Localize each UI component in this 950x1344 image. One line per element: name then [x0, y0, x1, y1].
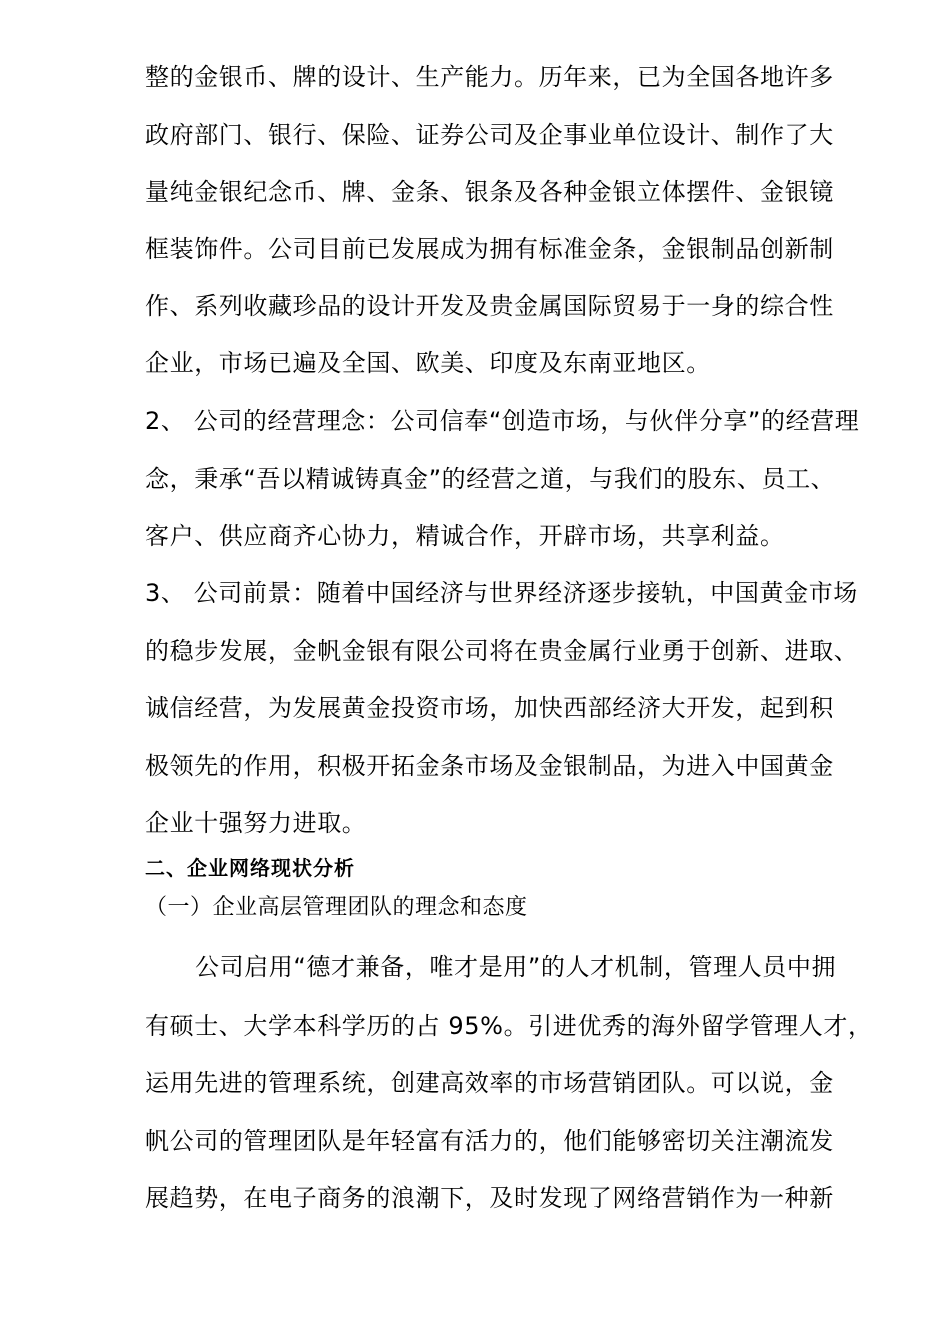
paragraph-line: 政府部门、银行、保险、证券公司及企事业单位设计、制作了大: [145, 121, 834, 149]
paragraph-line: 极领先的作用，积极开拓金条市场及金银制品，为进入中国黄金: [145, 752, 834, 780]
section-heading: 二、企业网络现状分析: [145, 856, 355, 880]
paragraph-line: 整的金银币、牌的设计、生产能力。历年来，已为全国各地许多: [145, 63, 834, 91]
paragraph-line: 3、 公司前景：随着中国经济与世界经济逐步接轨，中国黄金市场: [145, 579, 858, 607]
paragraph-line: 帆公司的管理团队是年轻富有活力的，他们能够密切关注潮流发: [145, 1127, 834, 1155]
paragraph-line: 企业十强努力进取。: [145, 809, 367, 837]
paragraph-line: 2、 公司的经营理念：公司信奉“创造市场，与伙伴分享”的经营理: [145, 407, 860, 435]
paragraph-line: 有硕士、大学本科学历的占 95%。引进优秀的海外留学管理人才，: [145, 1012, 873, 1040]
paragraph-line: 诚信经营，为发展黄金投资市场，加快西部经济大开发，起到积: [145, 694, 834, 722]
paragraph-line: 框装饰件。公司目前已发展成为拥有标准金条，金银制品创新制: [145, 235, 834, 263]
paragraph-line: 运用先进的管理系统，创建高效率的市场营销团队。可以说，金: [145, 1069, 834, 1097]
paragraph-line: 的稳步发展，金帆金银有限公司将在贵金属行业勇于创新、进取、: [145, 637, 859, 665]
paragraph-line: 展趋势，在电子商务的浪潮下，及时发现了网络营销作为一种新: [145, 1184, 834, 1212]
paragraph-line: 客户、供应商齐心协力，精诚合作，开辟市场，共享利益。: [145, 522, 785, 550]
paragraph-line: 量纯金银纪念币、牌、金条、银条及各种金银立体摆件、金银镜: [145, 178, 834, 206]
sub-heading: （一）企业高层管理团队的理念和态度: [145, 895, 528, 920]
paragraph-line: 作、系列收藏珍品的设计开发及贵金属国际贸易于一身的综合性: [145, 292, 834, 320]
paragraph-line: 公司启用“德才兼备，唯才是用”的人才机制，管理人员中拥: [195, 953, 837, 981]
paragraph-line: 念，秉承“吾以精诚铸真金”的经营之道，与我们的股东、员工、: [145, 465, 836, 493]
paragraph-line: 企业，市场已遍及全国、欧美、印度及东南亚地区。: [145, 349, 711, 377]
